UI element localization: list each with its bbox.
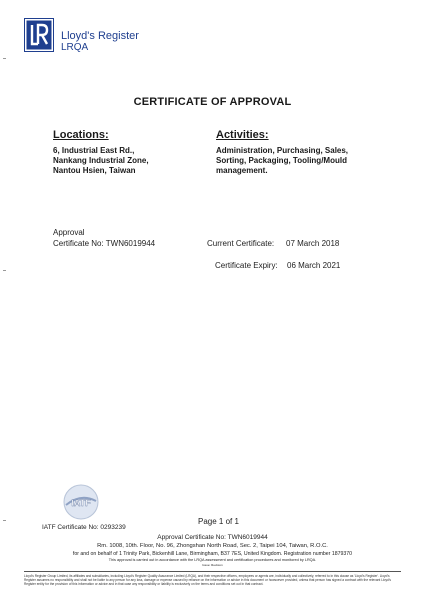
- footer-approval-cert: Approval Certificate No: TWN6019944: [157, 534, 268, 541]
- activity-line: management.: [216, 166, 268, 175]
- margin-mark: [3, 270, 6, 271]
- activity-line: Administration, Purchasing, Sales,: [216, 146, 349, 155]
- location-line: Nankang Industrial Zone,: [53, 156, 149, 165]
- location-line: Nantou Hsien, Taiwan: [53, 166, 136, 175]
- locations-block: [53, 146, 149, 176]
- brand-name: Lloyd's Register: [61, 30, 139, 42]
- iatf-logo: [62, 483, 100, 521]
- approval-certificate-number: Certificate No: TWN6019944: [53, 239, 156, 248]
- margin-mark: [3, 58, 6, 59]
- iatf-logo-text: IATF: [71, 498, 91, 508]
- footer-legal-text: Lloyd's Register Group Limited, its affiliates and subsidiaries, including Lloyd's Register Quality Assurance Limited (LRQA), and their respective officers, employees or agents are, individually and collectively, referred to in this clause as 'Lloyd's Register'. Lloyd's Register assumes no responsibility and shall not be liable to any person for any loss, damage or expense caused by reliance on the information or advice in this document or howsoever provided, unless that person has signed a contract with the relevant Lloyd's Register entity for the provision of this information or advice and in that case any responsibility or liability is exclusively on the terms and conditions set out in that contract.: [24, 574, 392, 586]
- certificate-title: CERTIFICATE OF APPROVAL: [133, 96, 292, 108]
- current-certificate-date: 07 March 2018: [286, 239, 340, 248]
- approval-label: Approval: [53, 228, 85, 237]
- footer-address-line1: Rm. 1008, 10th. Floor, No. 96, Zhongshan North Road, Sec. 2, Taipei 104, Taiwan, R.O.C.: [97, 543, 328, 549]
- locations-heading: Locations:: [53, 129, 109, 141]
- activities-heading: Activities:: [216, 129, 269, 141]
- page-indicator: Page 1 of 1: [198, 517, 239, 526]
- footer-address-line3: This approval is carried out in accordance with the LRQA assessment and certification procedures and monitored by LRQA.: [108, 558, 317, 562]
- lloyds-register-logo: [24, 18, 54, 52]
- activities-block: [216, 146, 348, 176]
- activity-line: Sorting, Packaging, Tooling/Mould: [216, 156, 347, 165]
- location-line: 6, Industrial East Rd.,: [53, 146, 135, 155]
- footer-issue-note: Issue: Revision: [202, 563, 223, 567]
- current-certificate-label: Current Certificate:: [207, 239, 275, 248]
- footer-divider: [24, 571, 401, 572]
- footer-address-line2: for and on behalf of 1 Trinity Park, Bickenhill Lane, Birmingham, B37 7ES, United Kingdom. Registration number 1879370: [72, 551, 353, 557]
- certificate-expiry-label: Certificate Expiry:: [215, 261, 278, 270]
- iatf-certificate-number: IATF Certificate No: 0293239: [42, 524, 126, 531]
- brand-subname: LRQA: [61, 42, 89, 53]
- margin-mark: [3, 520, 6, 521]
- certificate-expiry-date: 06 March 2021: [287, 261, 341, 270]
